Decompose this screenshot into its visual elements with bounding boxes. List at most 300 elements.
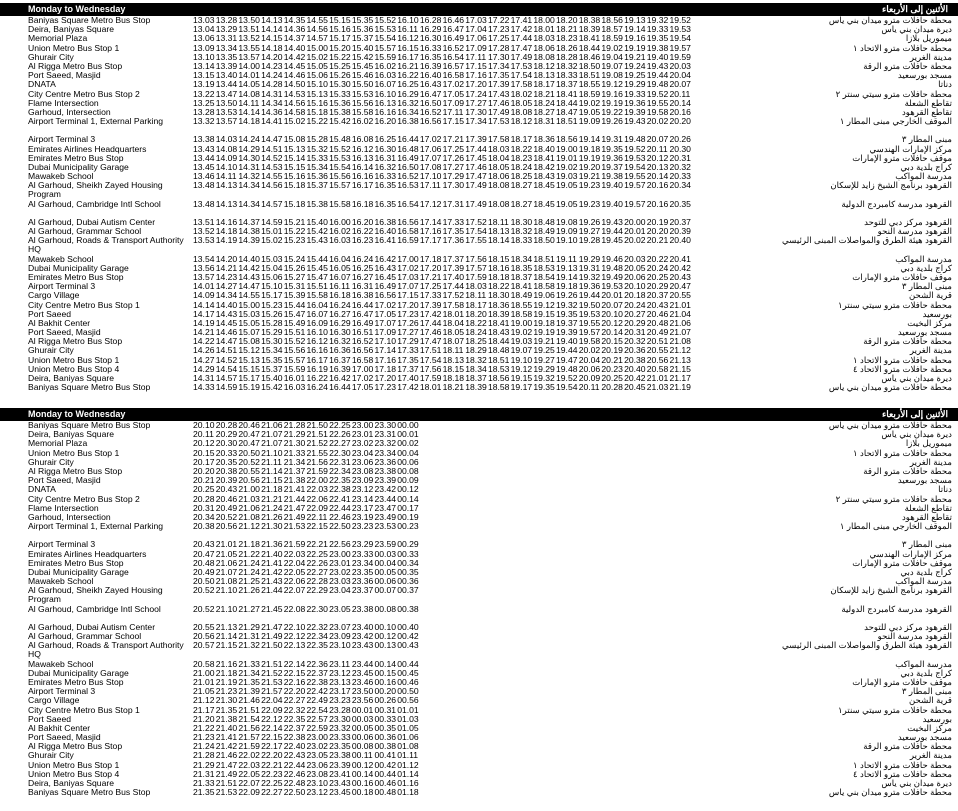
time-cell: 19.35	[601, 143, 623, 154]
time-cell: 15.02	[306, 51, 328, 62]
stop-name-en: Airport Terminal 3	[28, 539, 96, 550]
stop-name-en: Emirates Airlines Headquarters	[28, 143, 147, 154]
stop-name-ar: قرية الشحن	[909, 290, 952, 301]
time-cell: 16.41	[374, 235, 397, 246]
time-cell: 15.47	[306, 271, 328, 282]
time-cell: 17.11	[465, 51, 487, 62]
time-cell: 13.57	[238, 51, 260, 62]
time-cell: 19.50	[578, 299, 601, 310]
time-cell: 17.40	[397, 373, 419, 384]
stop-name-en: Al Garhoud, Cambridge Intl School	[28, 198, 161, 209]
time-cell: 23.12	[329, 667, 351, 678]
stop-name-ar: محطة حافلات مترو الاتحاد ١	[852, 354, 952, 365]
time-cell: 20.52	[193, 585, 215, 596]
stop-name-en: Port Saeed	[28, 308, 71, 319]
timetable-rows	[0, 421, 958, 797]
time-cell: 19.14	[578, 134, 601, 145]
stop-name-en: Emirates Metro Bus Stop	[28, 271, 124, 282]
time-cell: 18.51	[556, 116, 578, 127]
time-cell: 21.56	[306, 456, 328, 467]
time-cell: 21.29	[283, 429, 306, 440]
time-cell: 00.14	[397, 493, 419, 504]
time-cell: 13.28	[215, 15, 238, 26]
time-cell: 20.07	[669, 79, 691, 90]
time-cell: 15.16	[329, 24, 351, 35]
time-cell: 16.17	[351, 180, 374, 191]
time-cell: 18.48	[533, 216, 555, 227]
time-cell: 21.47	[261, 621, 283, 632]
time-cell: 19.10	[510, 354, 533, 365]
time-cell: 17.02	[419, 134, 442, 145]
time-cell: 20.58	[193, 658, 215, 669]
time-cell: 17.15	[465, 61, 487, 72]
time-cell: 20.57	[193, 640, 215, 651]
time-cell: 18.06	[533, 42, 555, 53]
time-cell: 17.05	[374, 308, 397, 319]
time-cell: 19.23	[578, 198, 601, 209]
time-cell: 15.22	[329, 51, 351, 62]
time-cell: 17.24	[465, 88, 487, 99]
time-cell: 20.20	[193, 466, 215, 477]
time-cell: 16.52	[397, 171, 419, 182]
time-cell: 13.38	[193, 134, 215, 145]
time-cell: 14.20	[215, 253, 238, 264]
time-cell: 15.56	[351, 97, 374, 108]
time-cell: 19.54	[669, 33, 691, 44]
time-cell: 22.28	[306, 576, 328, 587]
time-cell: 13.39	[215, 61, 238, 72]
time-cell: 20.01	[601, 290, 623, 301]
table-row	[0, 200, 958, 218]
stop-name-ar: مبنى المطار ٣	[901, 686, 952, 697]
time-cell: 21.57	[238, 732, 260, 743]
time-cell: 16.04	[306, 299, 328, 310]
time-cell: 16.22	[351, 226, 374, 237]
time-cell: 18.20	[465, 308, 487, 319]
time-cell: 23.33	[329, 732, 351, 743]
time-cell: 23.00	[306, 732, 328, 743]
time-cell: 21.33	[193, 778, 215, 789]
time-cell: 21.10	[261, 447, 283, 458]
time-cell: 16.54	[397, 198, 419, 209]
time-cell: 14.00	[238, 61, 260, 72]
stop-name-ar: محطة حافلات مترو ميدان بني ياس	[828, 382, 952, 393]
stop-name-en: Memorial Plaza	[28, 33, 88, 44]
time-cell: 17.47	[510, 42, 533, 53]
time-cell: 18.03	[533, 33, 555, 44]
time-cell: 21.06	[238, 502, 260, 513]
time-cell: 15.57	[329, 180, 351, 191]
time-cell: 18.22	[465, 317, 487, 328]
time-cell: 20.06	[578, 363, 601, 374]
time-cell: 23.38	[374, 466, 397, 477]
stop-name-ar: قرية الشحن	[909, 695, 952, 706]
time-cell: 18.35	[510, 262, 533, 273]
time-cell: 19.57	[624, 180, 646, 191]
time-cell: 16.54	[442, 51, 465, 62]
time-cell: 20.52	[238, 456, 260, 467]
time-cell: 13.56	[193, 262, 215, 273]
time-cell: 16.05	[329, 262, 351, 273]
time-cell: 18.48	[487, 345, 510, 356]
time-cell: 22.00	[306, 475, 328, 486]
stop-name-en: Cargo Village	[28, 695, 80, 706]
departure-times	[193, 383, 692, 392]
time-cell: 15.48	[329, 134, 351, 145]
stop-name-ar: محطة حافلات مترو ميدان بني ياس	[828, 420, 952, 431]
time-cell: 19.06	[533, 290, 555, 301]
time-cell: 19.48	[646, 79, 669, 90]
time-cell: 19.36	[578, 281, 601, 292]
time-cell: 21.22	[193, 722, 215, 733]
stop-name-ar: مسجد بورسعيد	[897, 732, 952, 743]
time-cell: 18.12	[510, 116, 533, 127]
time-cell: 16.35	[419, 51, 442, 62]
time-cell: 18.55	[510, 299, 533, 310]
time-cell: 21.13	[669, 354, 691, 365]
time-cell: 22.30	[329, 447, 351, 458]
time-cell: 13.22	[193, 88, 215, 99]
time-cell: 16.31	[351, 281, 374, 292]
time-cell: 14.47	[238, 281, 260, 292]
time-cell: 15.42	[261, 382, 283, 393]
time-cell: 18.46	[578, 51, 601, 62]
time-cell: 21.53	[215, 787, 238, 798]
time-cell: 17.23	[374, 382, 397, 393]
stop-name-en: Garhoud, Intersection	[28, 106, 111, 117]
time-cell: 20.28	[215, 420, 238, 431]
time-cell: 18.50	[533, 235, 555, 246]
time-cell: 20.01	[624, 226, 646, 237]
stop-name-en: Union Metro Bus Stop 1	[28, 447, 120, 458]
time-cell: 16.15	[397, 42, 419, 53]
time-cell: 15.45	[351, 61, 374, 72]
time-cell: 14.55	[306, 15, 328, 26]
time-cell: 15.25	[329, 61, 351, 72]
stop-name-en: Airport Terminal 1, External Parking	[28, 521, 164, 532]
time-cell: 15.30	[329, 79, 351, 90]
table-row	[0, 751, 958, 760]
time-cell: 18.24	[465, 327, 487, 338]
time-cell: 22.09	[306, 502, 328, 513]
time-cell: 21.03	[646, 382, 669, 393]
time-cell: 19.05	[556, 180, 578, 191]
time-cell: 14.05	[238, 79, 260, 90]
time-cell: 18.22	[487, 281, 510, 292]
time-cell: 21.14	[215, 631, 238, 642]
time-cell: 18.43	[533, 171, 555, 182]
stop-name-en: Port Saeed, Masjid	[28, 732, 101, 743]
time-cell: 22.13	[283, 640, 306, 651]
time-cell: 15.08	[283, 134, 306, 145]
time-cell: 22.56	[329, 539, 351, 550]
time-cell: 21.22	[238, 548, 260, 559]
stop-name-en: Ghurair City	[28, 345, 74, 356]
time-cell: 19.14	[624, 24, 646, 35]
time-cell: 20.30	[669, 143, 691, 154]
time-cell: 15.26	[283, 262, 306, 273]
stop-name-en: Emirates Metro Bus Stop	[28, 676, 124, 687]
time-cell: 19.02	[601, 42, 623, 53]
table-row	[0, 788, 958, 797]
time-cell: 18.24	[510, 162, 533, 172]
time-cell: 22.27	[306, 567, 328, 577]
time-cell: 17.47	[465, 171, 487, 182]
time-cell: 21.34	[238, 667, 260, 678]
time-cell: 18.20	[556, 15, 578, 26]
time-cell: 00.12	[351, 759, 374, 770]
time-cell: 18.58	[533, 281, 555, 292]
table-row	[0, 742, 958, 751]
time-cell: 18.21	[533, 88, 555, 99]
time-cell: 20.55	[669, 290, 691, 301]
time-cell: 17.54	[465, 226, 487, 237]
time-cell: 20.11	[578, 382, 600, 393]
time-cell: 14.42	[238, 262, 260, 273]
time-cell: 15.13	[238, 354, 260, 365]
time-cell: 16.33	[374, 171, 397, 182]
time-cell: 16.17	[306, 354, 328, 365]
stop-name-ar: دناتا	[938, 79, 952, 90]
stop-name-ar: كراج بلدية دبي	[900, 162, 952, 172]
time-cell: 19.26	[601, 116, 623, 127]
time-cell: 14.38	[238, 226, 260, 237]
time-cell: 19.29	[624, 79, 646, 90]
time-cell: 15.05	[306, 61, 328, 72]
time-cell: 14.18	[261, 42, 283, 53]
time-cell: 14.51	[261, 143, 283, 154]
time-cell: 22.35	[329, 475, 351, 486]
time-cell: 18.40	[533, 143, 555, 154]
stop-name-en: Al Rigga Metro Bus Stop	[28, 336, 123, 347]
stop-name-en: Union Metro Bus Stop 1	[28, 759, 120, 770]
time-cell: 17.37	[397, 363, 419, 374]
time-cell: 17.11	[442, 106, 464, 117]
time-cell: 21.37	[283, 466, 306, 477]
stop-name-ar: مركز البخيت	[907, 722, 952, 733]
time-cell: 14.31	[193, 373, 215, 384]
time-cell: 22.10	[283, 621, 306, 632]
time-cell: 18.41	[578, 33, 601, 44]
stop-name-en: Mawakeb School	[28, 171, 94, 182]
time-cell: 16.21	[397, 61, 419, 72]
time-cell: 21.49	[283, 511, 306, 522]
time-cell: 00.08	[351, 741, 374, 752]
time-cell: 18.31	[533, 116, 555, 127]
time-cell: 17.08	[419, 162, 442, 172]
time-cell: 16.57	[442, 61, 465, 72]
time-cell: 16.09	[306, 317, 328, 328]
time-cell: 14.45	[215, 317, 238, 328]
stop-name-en: DNATA	[28, 79, 56, 90]
time-cell: 18.13	[487, 226, 510, 237]
time-cell: 14.29	[193, 363, 215, 374]
time-cell: 13.28	[193, 106, 215, 117]
stop-name-en: Mawakeb School	[28, 576, 94, 587]
time-cell: 21.29	[193, 759, 215, 770]
time-cell: 15.02	[261, 235, 283, 246]
time-cell: 19.21	[624, 51, 646, 62]
time-cell: 15.52	[283, 336, 306, 347]
time-cell: 20.49	[193, 567, 215, 577]
time-cell: 19.35	[556, 308, 578, 319]
table-row	[0, 236, 958, 254]
time-cell: 23.04	[329, 585, 351, 596]
time-cell: 15.53	[374, 24, 397, 35]
time-cell: 21.47	[215, 759, 238, 770]
time-cell: 16.12	[306, 336, 328, 347]
stop-name-en: Garhoud, Intersection	[28, 511, 111, 522]
time-cell: 00.42	[374, 759, 397, 770]
time-cell: 20.31	[669, 152, 691, 163]
time-cell: 20.51	[646, 336, 669, 347]
time-cell: 22.15	[261, 732, 283, 743]
time-cell: 16.39	[329, 363, 351, 374]
time-cell: 00.16	[374, 676, 397, 687]
time-cell: 15.15	[238, 363, 260, 374]
time-cell: 16.29	[397, 88, 419, 99]
time-cell: 18.17	[533, 79, 555, 90]
time-cell: 15.45	[306, 262, 328, 273]
time-cell: 21.18	[215, 667, 238, 678]
time-cell: 00.18	[351, 787, 374, 798]
time-cell: 00.38	[374, 741, 397, 752]
time-cell: 17.23	[397, 308, 419, 319]
time-cell: 18.14	[487, 235, 510, 246]
time-cell: 16.39	[419, 61, 442, 72]
time-cell: 22.07	[283, 585, 306, 596]
time-cell: 14.57	[215, 373, 238, 384]
time-cell: 15.12	[238, 345, 260, 356]
time-cell: 19.44	[556, 345, 578, 356]
time-cell: 14.13	[215, 180, 238, 191]
time-cell: 18.56	[601, 15, 623, 26]
stop-name-en: Dubai Municipality Garage	[28, 667, 129, 678]
stop-name-ar: مسجد بورسعيد	[897, 327, 952, 338]
time-cell: 14.47	[261, 134, 283, 145]
time-cell: 17.20	[465, 79, 487, 90]
time-cell: 20.39	[215, 475, 238, 486]
time-cell: 15.18	[283, 198, 306, 209]
time-cell: 16.29	[419, 24, 442, 35]
stop-name-en: Memorial Plaza	[28, 438, 88, 449]
departure-times	[193, 236, 692, 245]
time-cell: 18.44	[556, 97, 578, 108]
time-cell: 21.25	[238, 576, 260, 587]
time-cell: 20.35	[669, 198, 691, 209]
stop-name-en: Union Metro Bus Stop 1	[28, 354, 120, 365]
stop-name-ar: موقف حافلات مترو الإمارات	[852, 557, 952, 568]
time-cell: 23.36	[351, 576, 374, 587]
time-cell: 20.36	[624, 345, 646, 356]
time-cell: 23.41	[329, 768, 351, 779]
time-cell: 19.43	[601, 216, 623, 227]
stop-name-ar: موقف حافلات مترو الإمارات	[852, 676, 952, 687]
stop-name-en: Deira, Baniyas Square	[28, 429, 114, 440]
stop-name-ar: مركز البخيت	[907, 317, 952, 328]
time-cell: 16.58	[397, 226, 419, 237]
time-cell: 00.45	[397, 667, 419, 678]
time-cell: 21.51	[261, 658, 283, 669]
time-cell: 17.54	[510, 70, 533, 81]
time-cell: 19.52	[646, 88, 669, 99]
time-cell: 18.45	[533, 180, 555, 191]
time-cell: 19.12	[601, 79, 623, 90]
time-cell: 16.52	[442, 42, 465, 53]
time-cell: 22.08	[283, 603, 306, 614]
time-cell: 16.02	[329, 226, 351, 237]
stop-name-ar: مبنى المطار ٣	[901, 539, 952, 550]
time-cell: 00.14	[351, 768, 374, 779]
time-cell: 23.06	[306, 759, 328, 770]
time-cell: 13.57	[193, 271, 215, 282]
time-cell: 19.36	[624, 97, 646, 108]
time-cell: 18.30	[487, 290, 510, 301]
time-cell: 17.53	[487, 116, 510, 127]
time-cell: 20.56	[215, 521, 238, 532]
time-cell: 14.47	[215, 336, 238, 347]
stop-name-ar: مدينة الغرير	[909, 456, 952, 467]
time-cell: 16.03	[374, 70, 397, 81]
time-cell: 20.21	[646, 235, 669, 246]
time-cell: 16.20	[351, 216, 374, 227]
time-cell: 16.23	[351, 235, 374, 246]
table-row	[0, 623, 958, 632]
departure-times	[193, 117, 692, 126]
time-cell: 20.42	[669, 262, 691, 273]
time-cell: 17.26	[397, 317, 419, 328]
time-cell: 15.42	[351, 51, 374, 62]
time-cell: 23.13	[329, 676, 351, 687]
time-cell: 21.07	[669, 327, 691, 338]
time-cell: 19.32	[556, 299, 578, 310]
time-cell: 20.43	[646, 299, 669, 310]
time-cell: 13.10	[193, 51, 215, 62]
time-cell: 18.21	[442, 382, 465, 393]
stop-name-en: Baniyas Square Metro Bus Stop	[28, 15, 151, 26]
time-cell: 21.01	[646, 373, 669, 384]
time-cell: 16.43	[374, 262, 397, 273]
time-cell: 00.00	[397, 420, 419, 431]
time-cell: 21.18	[261, 484, 283, 495]
time-cell: 18.38	[578, 15, 601, 26]
time-cell: 16.40	[419, 70, 442, 81]
time-cell: 19.03	[556, 171, 578, 182]
timetable-section-1	[0, 3, 958, 392]
time-cell: 20.55	[646, 345, 669, 356]
time-cell: 16.48	[397, 143, 419, 154]
time-cell: 16.43	[419, 79, 442, 90]
stop-name-ar: محطة حافلات مترو الرقة	[863, 466, 952, 477]
time-cell: 17.35	[442, 226, 465, 237]
time-cell: 17.39	[465, 134, 487, 145]
time-cell: 17.00	[351, 363, 374, 374]
time-cell: 16.44	[397, 134, 419, 145]
time-cell: 15.37	[261, 363, 283, 374]
time-cell: 15.02	[283, 116, 306, 127]
time-cell: 14.23	[215, 271, 238, 282]
time-cell: 19.57	[669, 42, 691, 53]
time-cell: 00.44	[397, 658, 419, 669]
time-cell: 15.23	[283, 235, 306, 246]
time-cell: 15.03	[261, 253, 283, 264]
time-cell: 18.41	[556, 88, 578, 99]
time-cell: 23.32	[329, 722, 351, 733]
time-cell: 15.52	[374, 15, 397, 26]
time-cell: 14.21	[193, 327, 215, 338]
time-cell: 13.04	[193, 24, 215, 35]
time-cell: 00.20	[374, 686, 397, 697]
